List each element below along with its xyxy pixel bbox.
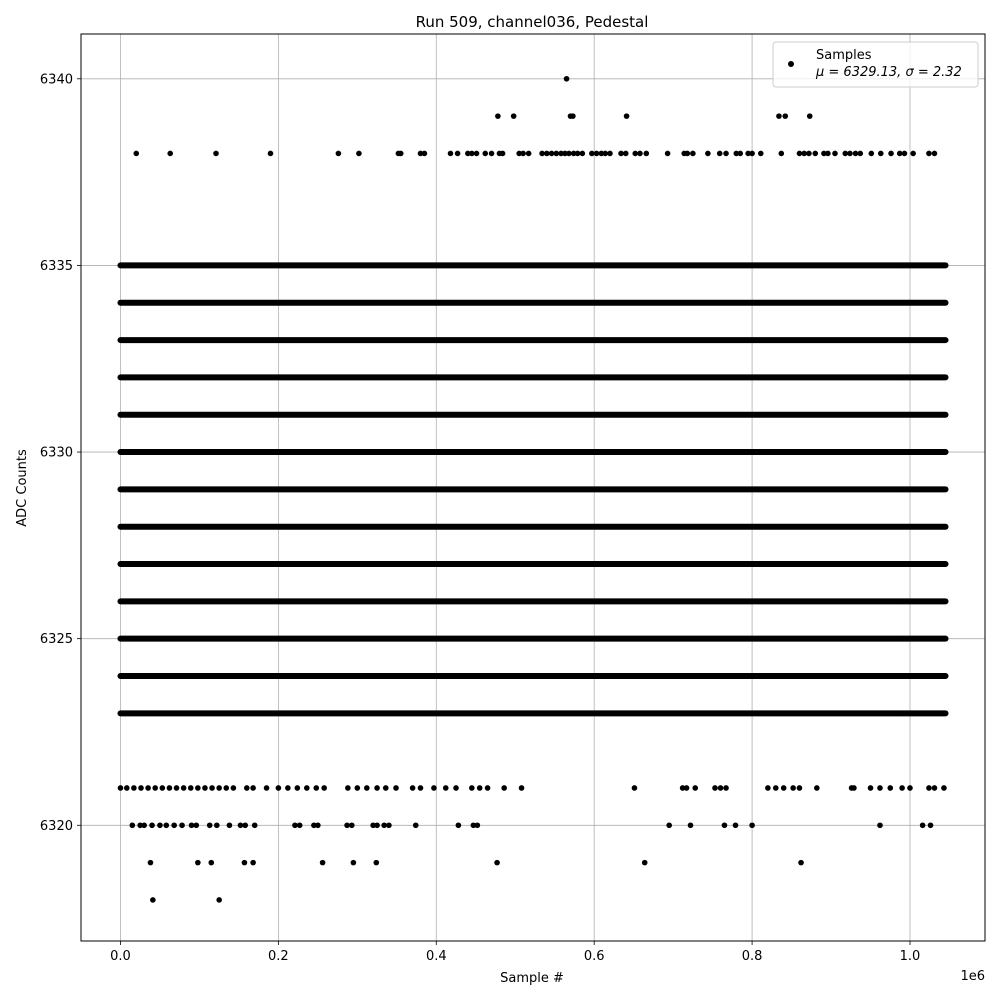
sample-point — [242, 822, 248, 828]
sample-point — [781, 785, 787, 791]
sample-point — [941, 785, 947, 791]
sample-point — [580, 151, 586, 157]
sample-point — [431, 785, 437, 791]
sample-point — [193, 822, 199, 828]
sample-point — [364, 785, 370, 791]
sample-point — [351, 860, 357, 866]
sample-point — [705, 151, 711, 157]
y-tick-label: 6340 — [39, 72, 73, 88]
sample-point — [869, 151, 875, 157]
sample-point — [500, 151, 506, 157]
sample-point — [797, 785, 803, 791]
sample-point — [138, 785, 144, 791]
sample-point — [207, 822, 213, 828]
sample-point — [188, 785, 194, 791]
sample-point — [570, 113, 576, 119]
sample-point — [526, 151, 532, 157]
sample-point — [448, 151, 454, 157]
sample-point — [373, 860, 379, 866]
sample-point — [749, 822, 755, 828]
x-axis-multiplier: 1e6 — [960, 969, 985, 984]
sample-point — [313, 785, 319, 791]
sample-point — [202, 785, 208, 791]
sample-point — [888, 151, 894, 157]
sample-point — [887, 785, 893, 791]
sample-point — [814, 785, 820, 791]
sample-point — [418, 785, 424, 791]
sample-point — [868, 785, 874, 791]
sample-point — [285, 785, 291, 791]
sample-point — [878, 151, 884, 157]
y-tick-label: 6325 — [39, 632, 73, 648]
sample-point — [374, 822, 380, 828]
sample-point — [244, 785, 250, 791]
sample-point — [355, 785, 361, 791]
legend-marker — [788, 61, 794, 67]
sample-point — [776, 113, 782, 119]
sample-point — [422, 151, 428, 157]
sample-point — [336, 151, 342, 157]
sample-point — [213, 151, 219, 157]
sample-point — [195, 860, 201, 866]
sample-point — [149, 822, 155, 828]
y-axis-label: ADC Counts — [15, 449, 30, 527]
sample-point — [475, 822, 481, 828]
sample-point — [489, 151, 495, 157]
sample-point — [356, 151, 362, 157]
chart-title: Run 509, channel036, Pedestal — [415, 13, 649, 31]
sample-point — [722, 822, 728, 828]
sample-point — [208, 860, 214, 866]
sample-point — [163, 822, 169, 828]
sample-point — [131, 785, 137, 791]
sample-point — [643, 151, 649, 157]
sample-point — [519, 785, 525, 791]
sample-point — [932, 151, 938, 157]
sample-point — [624, 113, 630, 119]
sample-point — [130, 822, 136, 828]
sample-point — [214, 822, 220, 828]
sample-point — [666, 822, 672, 828]
sample-point — [485, 785, 491, 791]
sample-point — [926, 785, 932, 791]
sample-point — [790, 785, 796, 791]
sample-point — [723, 785, 729, 791]
sample-point — [386, 822, 392, 828]
y-tick-label: 6335 — [39, 258, 73, 274]
sample-point — [758, 151, 764, 157]
sample-point — [798, 860, 804, 866]
sample-point — [231, 785, 237, 791]
sample-point — [632, 785, 638, 791]
x-tick-label: 1.0 — [899, 949, 921, 964]
sample-point — [252, 822, 258, 828]
sample-point — [812, 151, 818, 157]
sample-point — [482, 151, 488, 157]
sample-point — [141, 822, 147, 828]
sample-point — [152, 785, 158, 791]
sample-point — [847, 151, 853, 157]
y-tick-label: 6320 — [39, 818, 73, 834]
sample-point — [174, 785, 180, 791]
sample-point — [124, 785, 130, 791]
sample-point — [642, 860, 648, 866]
sample-point — [383, 785, 389, 791]
sample-point — [723, 151, 729, 157]
sample-point — [223, 785, 229, 791]
sample-point — [684, 785, 690, 791]
sample-point — [926, 151, 932, 157]
sample-point — [148, 860, 154, 866]
sample-point — [268, 151, 274, 157]
legend-label-series: Samples — [816, 48, 872, 63]
sample-point — [685, 151, 691, 157]
sample-point — [718, 785, 724, 791]
sample-point — [902, 151, 908, 157]
sample-point — [737, 151, 743, 157]
sample-point — [665, 151, 671, 157]
sample-point — [495, 113, 501, 119]
sample-point — [276, 785, 282, 791]
sample-point — [920, 822, 926, 828]
x-tick-label: 0.0 — [110, 949, 131, 964]
sample-point — [167, 151, 173, 157]
sample-point — [150, 897, 156, 903]
sample-point — [857, 151, 863, 157]
x-tick-label: 0.6 — [583, 949, 605, 964]
sample-point — [851, 785, 857, 791]
sample-point — [806, 151, 812, 157]
sample-point — [250, 860, 256, 866]
sample-point — [637, 151, 643, 157]
sample-point — [749, 151, 755, 157]
sample-point — [494, 860, 500, 866]
y-tick-label: 6330 — [39, 445, 73, 461]
sample-point — [910, 151, 916, 157]
x-tick-label: 0.8 — [741, 949, 763, 964]
sample-point — [932, 785, 938, 791]
sample-point — [765, 785, 771, 791]
sample-point — [807, 113, 813, 119]
sample-point — [773, 785, 779, 791]
sample-point — [717, 151, 723, 157]
sample-point — [469, 785, 475, 791]
sample-point — [877, 785, 883, 791]
sample-point — [398, 151, 404, 157]
sample-point — [242, 860, 248, 866]
sample-point — [877, 822, 883, 828]
sample-point — [145, 785, 151, 791]
sample-point — [118, 785, 124, 791]
sample-point — [315, 822, 321, 828]
x-axis-label: Sample # — [500, 971, 564, 986]
sample-point — [928, 822, 934, 828]
legend — [773, 42, 978, 87]
sample-point — [157, 822, 163, 828]
sample-point — [227, 822, 233, 828]
sample-point — [133, 151, 139, 157]
sample-point — [320, 860, 326, 866]
sample-point — [321, 785, 327, 791]
sample-point — [623, 151, 629, 157]
sample-point — [712, 785, 718, 791]
sample-point — [304, 785, 310, 791]
x-tick-label: 0.4 — [425, 949, 447, 964]
sample-point — [345, 785, 351, 791]
sample-point — [779, 151, 785, 157]
sample-point — [393, 785, 399, 791]
sample-point — [410, 785, 416, 791]
sample-point — [264, 785, 270, 791]
sample-point — [181, 785, 187, 791]
sample-point — [209, 785, 215, 791]
sample-point — [688, 822, 694, 828]
sample-point — [374, 785, 380, 791]
sample-point — [782, 113, 788, 119]
sample-point — [443, 785, 449, 791]
sample-point — [692, 785, 698, 791]
sample-point — [179, 822, 185, 828]
sample-point — [456, 822, 462, 828]
sample-point — [733, 822, 739, 828]
sample-point — [297, 822, 303, 828]
legend-label-stats: μ = 6329.13, σ = 2.32 — [816, 65, 962, 80]
sample-point — [832, 151, 838, 157]
sample-point — [607, 151, 613, 157]
x-tick-label: 0.2 — [268, 949, 289, 964]
sample-point — [455, 151, 461, 157]
sample-point — [474, 151, 480, 157]
sample-point — [511, 113, 517, 119]
sample-point — [907, 785, 913, 791]
sample-point — [167, 785, 173, 791]
sample-point — [825, 151, 831, 157]
sample-point — [413, 822, 419, 828]
sample-point — [564, 76, 570, 82]
sample-point — [171, 822, 177, 828]
sample-point — [520, 151, 526, 157]
sample-point — [160, 785, 166, 791]
sample-point — [349, 822, 355, 828]
sample-point — [501, 785, 507, 791]
sample-point — [690, 151, 696, 157]
sample-point — [899, 785, 905, 791]
sample-point — [477, 785, 483, 791]
sample-point — [453, 785, 459, 791]
sample-point — [216, 785, 222, 791]
sample-point — [195, 785, 201, 791]
sample-point — [250, 785, 256, 791]
sample-point — [295, 785, 301, 791]
sample-point — [216, 897, 222, 903]
